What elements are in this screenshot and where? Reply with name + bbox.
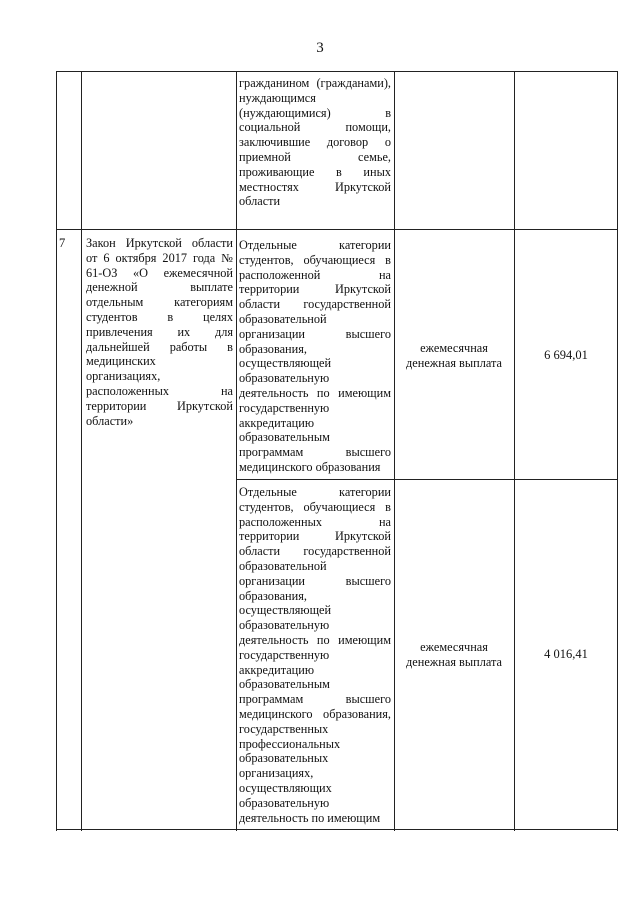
amount-cell-1: 6 694,01 xyxy=(544,348,588,362)
amount-cell-2: 4 016,41 xyxy=(544,647,588,661)
benefits-table xyxy=(56,71,618,831)
law-cell: Закон Иркутской области от 6 октября 2017 года № 61-ОЗ «О ежемесячной денежной выплате отдельным категориям студентов в целях привлечения их для дальнейшей работы в медицинских организациях, расположенных на территории Иркутской области» xyxy=(86,236,233,428)
column-divider-category xyxy=(394,71,395,831)
category-cell-1: Отдельные категории студентов, обучающиеся в расположенной на территории Иркутской области государственной образовательной организации высшего образования, осуществляющей образовательную деятельность по имеющим государственную аккредитацию образовательным программам высшего медицинского образования xyxy=(239,238,391,474)
payment-type-cell-2: ежемесячная денежная выплата xyxy=(406,640,502,669)
table-border-left xyxy=(56,71,57,831)
page-number: 3 xyxy=(316,40,324,56)
subrow-separator xyxy=(236,479,618,480)
table-border-bottom xyxy=(56,829,618,830)
column-divider-law xyxy=(236,71,237,831)
column-divider-payment xyxy=(514,71,515,831)
table-border-top xyxy=(56,71,618,72)
column-divider-num xyxy=(81,71,82,831)
table-border-right xyxy=(617,71,618,831)
category-cell-2: Отдельные категории студентов, обучающиеся в расположенных на территории Иркутской области государственной образовательной организации высшего образования, осуществляющей образовательную деятельность по имеющим государственную аккредитацию образовательным программам высшего медицинского образования, государственных профессиональных образовательных организациях, осуществляющих образовательную деятельность по имеющим xyxy=(239,485,391,825)
row-number-7: 7 xyxy=(59,236,66,250)
category-cell-continuation: гражданином (гражданами), нуждающимся (нуждающимися) в социальной помощи, заключившие договор о приемной семье, проживающие в иных местностях Иркутской области xyxy=(239,76,391,209)
row-separator xyxy=(56,229,618,230)
payment-type-cell-1: ежемесячная денежная выплата xyxy=(406,341,502,370)
